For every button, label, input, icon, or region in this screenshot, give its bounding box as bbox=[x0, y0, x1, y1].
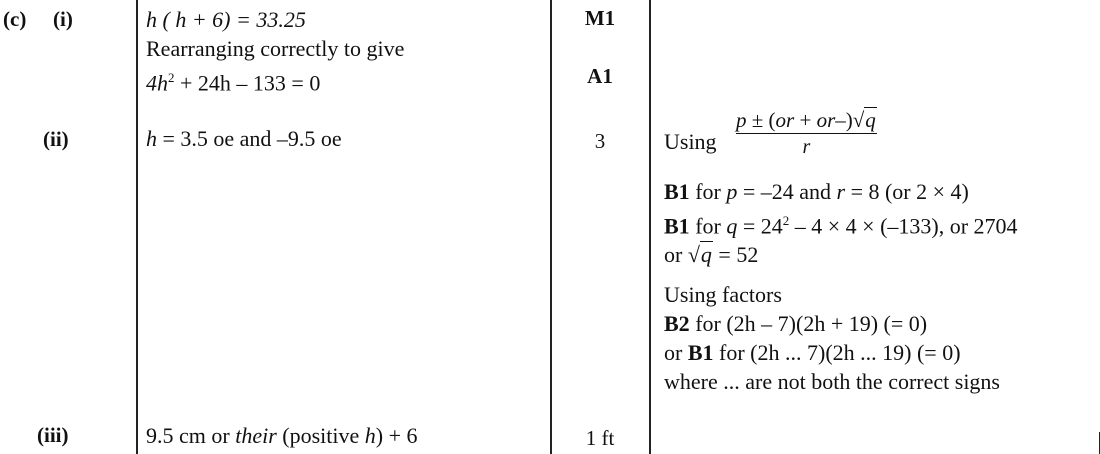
guidance-b1-p bbox=[664, 180, 969, 204]
formula-or1: or bbox=[775, 108, 795, 132]
b1-p-text: for bbox=[689, 179, 727, 204]
b1-q-rest2: – 4 × 4 × (–133), or 2704 bbox=[789, 213, 1018, 239]
answer-i-line1 bbox=[146, 8, 306, 32]
b1-q-var: q bbox=[726, 213, 738, 239]
answer-i-equation: h ( h + 6) = 33.25 bbox=[146, 7, 306, 32]
answer-ii-values: = 3.5 oe and –9.5 oe bbox=[157, 126, 342, 151]
part-label-ii: (ii) bbox=[43, 127, 69, 151]
mark-i-a1: A1 bbox=[587, 64, 613, 88]
b1-label: B1 bbox=[664, 179, 690, 204]
b2-text: for (2h – 7)(2h + 19) (= 0) bbox=[689, 311, 928, 336]
mark-i-m1: M1 bbox=[584, 6, 616, 30]
answer-i-exponent: 2 bbox=[168, 70, 175, 85]
formula-denominator: r bbox=[802, 136, 811, 159]
part-label-iii: (iii) bbox=[37, 423, 69, 447]
answer-ii bbox=[146, 127, 342, 151]
answer-iii-part-c: (positive bbox=[276, 423, 365, 448]
guidance-where: where ... are not both the correct signs bbox=[664, 369, 1000, 394]
answer-i-line2: Rearranging correctly to give bbox=[146, 36, 405, 61]
formula-radicand bbox=[864, 107, 877, 132]
formula-p: p bbox=[736, 108, 747, 132]
answer-iii-part-a: 9.5 cm or bbox=[146, 423, 236, 448]
guidance-using-factors: Using factors bbox=[664, 282, 782, 307]
b1-p-var: p bbox=[726, 179, 738, 204]
b1-r-rest: = 8 (or 2 × 4) bbox=[845, 179, 969, 204]
formula-q: q bbox=[865, 108, 876, 132]
answer-ii-var: h bbox=[146, 126, 157, 151]
guidance-sqrt-q bbox=[664, 243, 758, 267]
b1-q-label: B1 bbox=[664, 213, 690, 239]
formula-minus: –) bbox=[835, 108, 853, 132]
guidance-or-b1 bbox=[664, 341, 961, 365]
guidance-b1-q bbox=[664, 209, 1018, 238]
or-b1-pre: or bbox=[664, 340, 688, 365]
fraction-bar bbox=[736, 133, 877, 134]
or-b1-label: B1 bbox=[687, 340, 714, 365]
b1-q-text: for bbox=[689, 213, 727, 239]
sqrt-q-var: q bbox=[700, 242, 712, 267]
sqrt-icon: √ bbox=[852, 108, 865, 132]
answer-iii-their: their bbox=[235, 423, 277, 448]
b1-q-rest1: = 24 bbox=[737, 213, 783, 239]
column-divider-2 bbox=[550, 0, 552, 454]
guidance-using: Using bbox=[664, 129, 717, 154]
quadratic-formula bbox=[736, 108, 877, 158]
part-label-c: (c) bbox=[3, 7, 27, 31]
answer-iii-part-e: ) + 6 bbox=[375, 423, 418, 448]
answer-iii bbox=[146, 424, 418, 448]
sqrt-q-rest: = 52 bbox=[712, 242, 759, 267]
b1-r-var: r bbox=[836, 179, 846, 204]
formula-pm: ± ( bbox=[746, 108, 776, 132]
sqrt-icon: √ bbox=[687, 242, 700, 267]
formula-numerator bbox=[736, 108, 877, 132]
answer-i-term: 4h bbox=[146, 70, 168, 96]
part-label-i: (i) bbox=[53, 7, 73, 31]
or-text: or bbox=[664, 242, 688, 267]
formula-or2: or bbox=[816, 108, 836, 132]
column-divider-1 bbox=[136, 0, 138, 454]
b2-label: B2 bbox=[664, 311, 690, 336]
guidance-b2 bbox=[664, 312, 927, 336]
answer-i-rest: + 24h – 133 = 0 bbox=[174, 70, 321, 96]
formula-plus: + bbox=[794, 108, 817, 132]
answer-i-line3 bbox=[146, 66, 320, 95]
b1-p-rest: = –24 and bbox=[737, 179, 837, 204]
sqrt-radicand bbox=[700, 241, 713, 267]
answer-iii-h: h bbox=[364, 423, 376, 448]
or-b1-text: for (2h ... 7)(2h ... 19) (= 0) bbox=[713, 340, 961, 365]
mark-ii: 3 bbox=[594, 129, 606, 153]
column-divider-3 bbox=[649, 0, 651, 454]
mark-iii: 1 ft bbox=[585, 426, 615, 450]
b1-q-exponent: 2 bbox=[782, 213, 790, 228]
